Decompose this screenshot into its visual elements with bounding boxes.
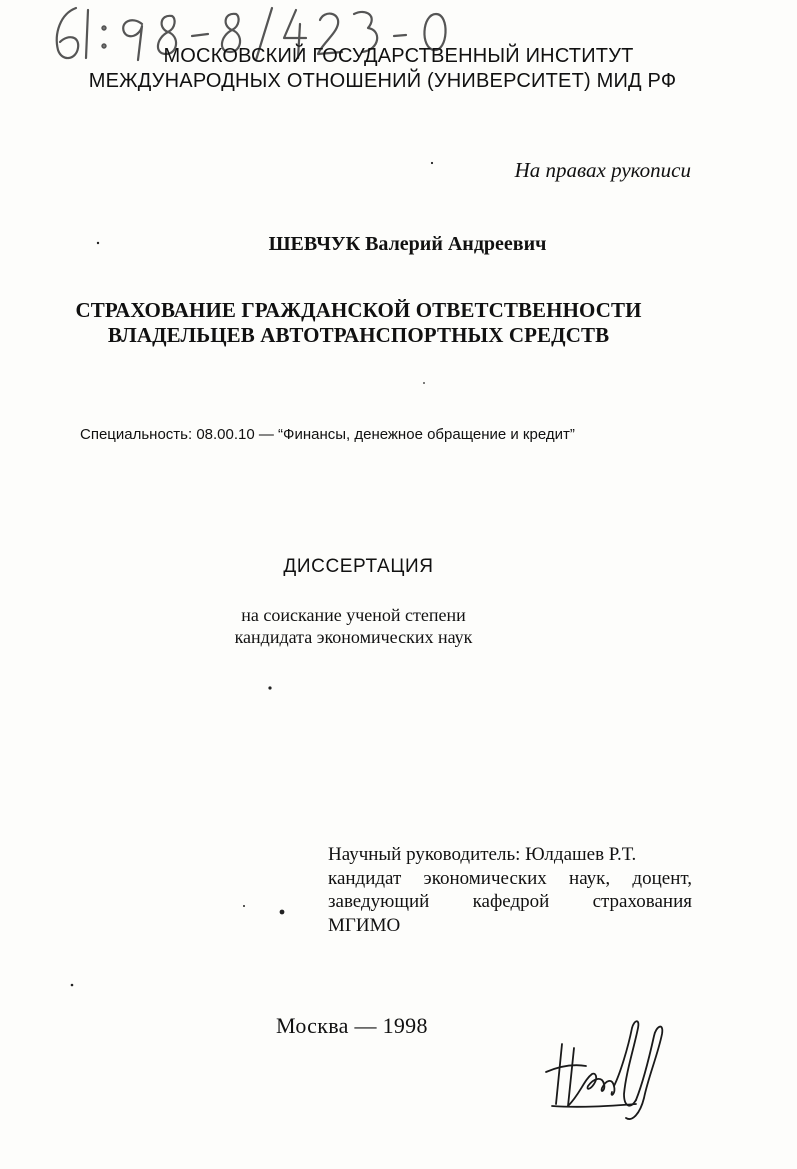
supervisor-line-4: МГИМО <box>328 914 401 936</box>
author-name: ШЕВЧУК Валерий Андреевич <box>268 233 547 255</box>
degree-line-2: кандидата экономических наук <box>234 627 473 647</box>
specialty-line: Специальность: 08.00.10 — “Финансы, денежное обращение и кредит” <box>80 426 575 443</box>
dissertation-title-line-1: СТРАХОВАНИЕ ГРАЖДАНСКОЙ ОТВЕТСТВЕННОСТИ <box>75 298 642 322</box>
dissertation-title-line-2: ВЛАДЕЛЬЦЕВ АВТОТРАНСПОРТНЫХ СРЕДСТВ <box>107 323 610 347</box>
city-and-year: Москва — 1998 <box>276 1013 428 1038</box>
work-type-heading: ДИССЕРТАЦИЯ <box>283 556 434 577</box>
degree-line-1: на соискание ученой степени <box>241 605 466 625</box>
institute-name-line-1: МОСКОВСКИЙ ГОСУДАРСТВЕННЫЙ ИНСТИТУТ <box>163 45 634 67</box>
rights-note: На правах рукописи <box>514 158 691 182</box>
supervisor-block <box>328 843 692 937</box>
supervisor-line-3: заведующий кафедрой страхования <box>328 891 692 912</box>
supervisor-line-1: Научный руководитель: Юлдашев Р.Т. <box>328 844 637 865</box>
supervisor-line-2: кандидат экономических наук, доцент, <box>328 867 692 889</box>
institute-name-line-2: МЕЖДУНАРОДНЫХ ОТНОШЕНИЙ (УНИВЕРСИТЕТ) МИД РФ <box>88 70 677 92</box>
signature-handwriting-icon <box>540 1014 680 1126</box>
